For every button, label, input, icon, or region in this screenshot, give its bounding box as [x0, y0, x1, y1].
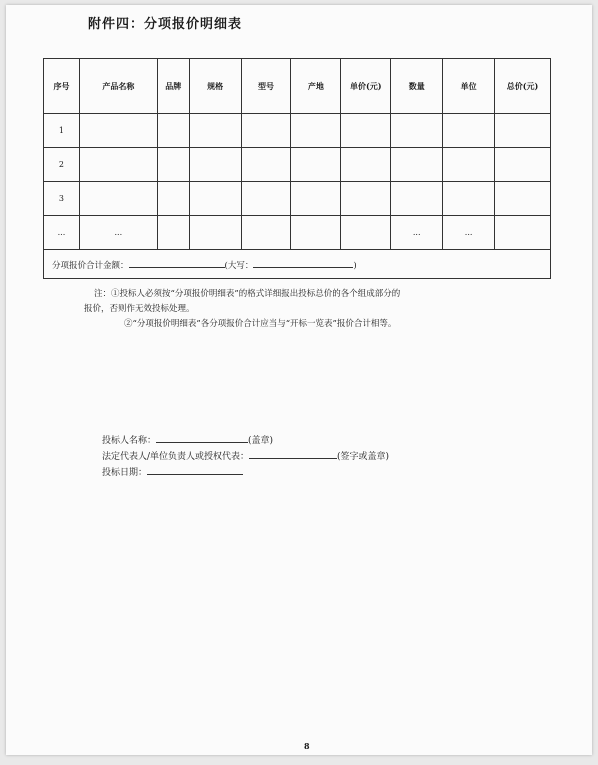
- table-cell: [157, 182, 189, 216]
- table-header-row: [44, 59, 551, 114]
- header-cell: 规格: [189, 59, 241, 114]
- bidder-name-suffix: (盖章): [248, 436, 274, 446]
- page-number: 8: [304, 741, 310, 751]
- signature-block: [102, 433, 389, 481]
- total-row: [44, 250, 551, 279]
- table-cell: ...: [79, 216, 157, 250]
- table-cell: [79, 182, 157, 216]
- header-cell: 数量: [391, 59, 443, 114]
- representative-label: 法定代表人/单位负责人或授权代表：: [102, 452, 250, 462]
- note-line: ②“分项报价明细表”各分项报价合计应当与“开标一览表”报价合计相等。: [124, 319, 397, 329]
- header-cell: 总价(元): [495, 59, 551, 114]
- header-cell: 单价(元): [341, 59, 391, 114]
- page-title: 附件四：分项报价明细表: [88, 17, 243, 32]
- table-cell: [391, 182, 443, 216]
- quote-detail-table: [43, 58, 551, 279]
- note-line: 报价，否则作无效投标处理。: [84, 304, 195, 314]
- table-cell: [341, 114, 391, 148]
- total-cell: [44, 250, 551, 279]
- table-cell: [495, 114, 551, 148]
- table-row: [44, 148, 551, 182]
- table-cell: [157, 114, 189, 148]
- bid-date-line: [102, 465, 389, 481]
- representative-suffix: (签字或盖章): [337, 452, 390, 462]
- table-cell: [241, 182, 291, 216]
- table-cell: ...: [391, 216, 443, 250]
- table-cell: 3: [44, 182, 80, 216]
- bidder-name-line: [102, 433, 389, 449]
- note-line: 注：①投标人必须按“分项报价明细表”的格式详细报出投标总价的各个组成部分的: [94, 289, 401, 299]
- table-cell: [341, 216, 391, 250]
- table-cell: [241, 114, 291, 148]
- table-cell: [291, 148, 341, 182]
- table-cell: [341, 182, 391, 216]
- table-row: [44, 182, 551, 216]
- header-cell: 产地: [291, 59, 341, 114]
- total-label: 分项报价合计金额：: [52, 260, 129, 271]
- table-cell: [391, 148, 443, 182]
- table-cell: [291, 216, 341, 250]
- table-cell: [443, 148, 495, 182]
- table-row: [44, 114, 551, 148]
- bid-date-blank: [147, 465, 243, 475]
- total-daxie-blank: [253, 258, 353, 268]
- total-daxie-close: ): [353, 260, 357, 271]
- bid-date-label: 投标日期：: [102, 468, 148, 478]
- table-cell: [189, 114, 241, 148]
- table-cell: [189, 216, 241, 250]
- table-cell: [241, 148, 291, 182]
- table-cell: [495, 182, 551, 216]
- table-cell: [443, 114, 495, 148]
- bidder-name-label: 投标人名称：: [102, 436, 157, 446]
- header-cell: 品牌: [157, 59, 189, 114]
- bidder-name-blank: [156, 433, 248, 443]
- document-page: [6, 5, 592, 755]
- table-cell: [79, 114, 157, 148]
- header-cell: 单位: [443, 59, 495, 114]
- table-cell: [241, 216, 291, 250]
- table-cell: [157, 148, 189, 182]
- table-cell: [495, 148, 551, 182]
- total-amount-blank: [129, 258, 225, 268]
- header-cell: 型号: [241, 59, 291, 114]
- table-cell: [495, 216, 551, 250]
- representative-line: [102, 449, 389, 465]
- total-daxie-open: (大写：: [224, 260, 254, 271]
- representative-blank: [249, 449, 337, 459]
- table-cell: [79, 148, 157, 182]
- table-cell: [341, 148, 391, 182]
- table-cell: ...: [443, 216, 495, 250]
- table-cell: 1: [44, 114, 80, 148]
- table-row: [44, 216, 551, 250]
- table-cell: [291, 182, 341, 216]
- table-cell: [391, 114, 443, 148]
- table-cell: 2: [44, 148, 80, 182]
- table-cell: [291, 114, 341, 148]
- header-cell: 产品名称: [79, 59, 157, 114]
- table-cell: [189, 182, 241, 216]
- table-cell: ...: [44, 216, 80, 250]
- table-cell: [157, 216, 189, 250]
- notes-block: [84, 287, 534, 332]
- table-cell: [189, 148, 241, 182]
- table-cell: [443, 182, 495, 216]
- header-cell: 序号: [44, 59, 80, 114]
